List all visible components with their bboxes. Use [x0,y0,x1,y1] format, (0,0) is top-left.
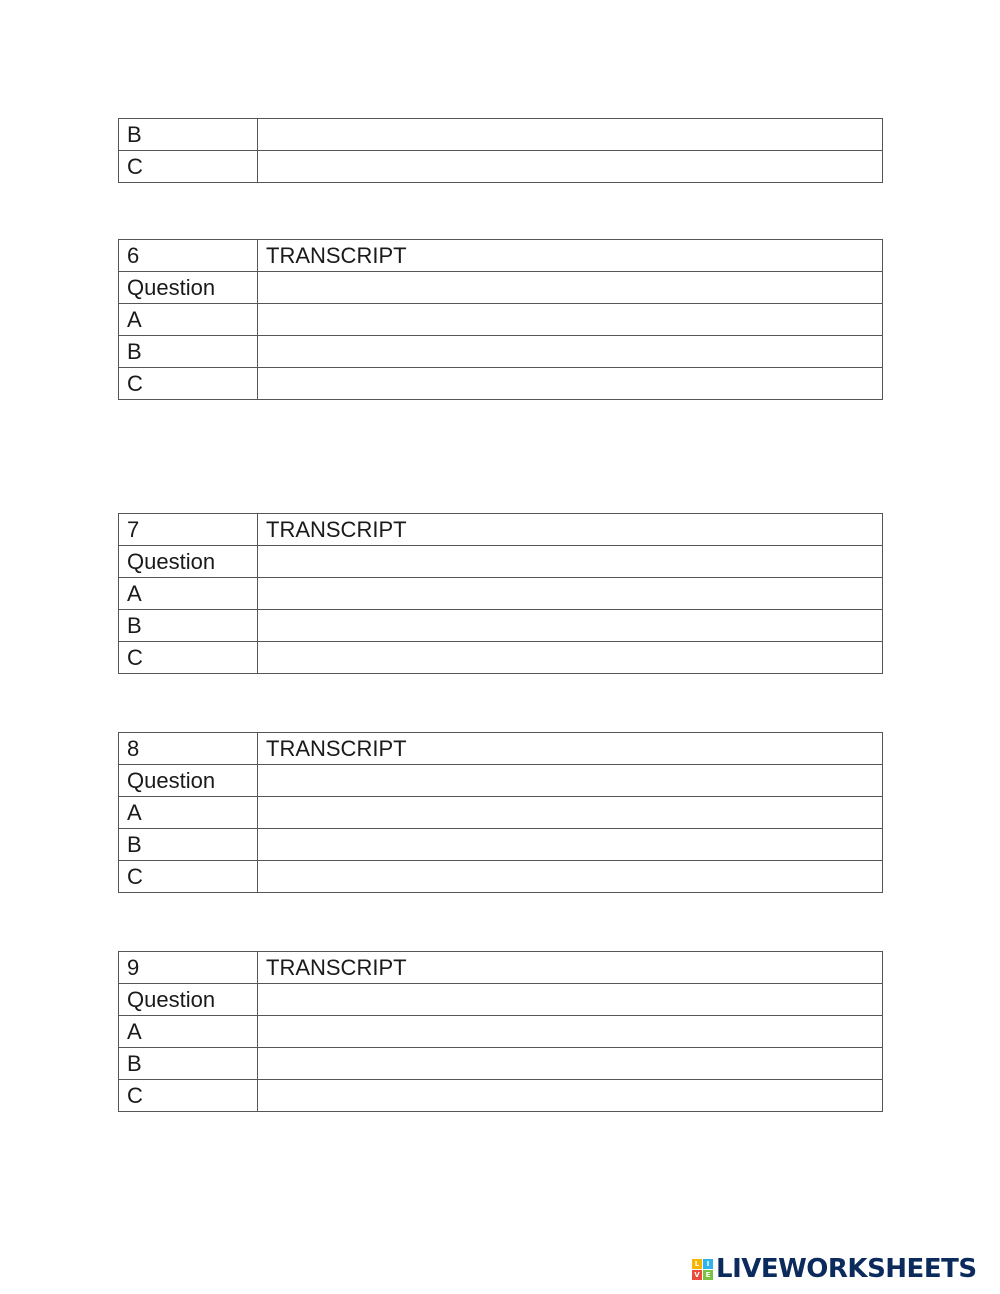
table-row [119,829,883,861]
row-label: B [119,610,258,642]
transcript-header: TRANSCRIPT [258,733,883,765]
row-label: B [119,1048,258,1080]
answer-cell[interactable] [258,797,883,829]
liveworksheets-logo [692,1256,977,1282]
table-row [119,765,883,797]
row-label: Question [119,765,258,797]
answer-cell[interactable] [258,829,883,861]
question-table-6 [118,239,883,400]
answer-cell[interactable] [258,765,883,797]
row-label: A [119,578,258,610]
table-row [119,733,883,765]
question-number: 6 [119,240,258,272]
answer-table-prev [118,118,883,183]
answer-cell[interactable] [258,1016,883,1048]
question-table-9 [118,951,883,1112]
table-row [119,984,883,1016]
transcript-header: TRANSCRIPT [258,514,883,546]
question-number: 8 [119,733,258,765]
table-row [119,514,883,546]
row-label: A [119,1016,258,1048]
row-label: A [119,304,258,336]
row-label: A [119,797,258,829]
table-row [119,1080,883,1112]
table-row [119,336,883,368]
table-row [119,578,883,610]
row-label: C [119,861,258,893]
table-row [119,546,883,578]
question-number: 7 [119,514,258,546]
table-row [119,1048,883,1080]
liveworksheets-logo-icon [692,1259,713,1280]
row-label: Question [119,984,258,1016]
table-row [119,642,883,674]
answer-cell[interactable] [258,578,883,610]
answer-cell[interactable] [258,984,883,1016]
question-number: 9 [119,952,258,984]
row-label: C [119,642,258,674]
row-label: B [119,829,258,861]
row-label: Question [119,546,258,578]
logo-wordmark: LIVEWORKSHEETS [716,1254,977,1284]
answer-cell[interactable] [258,151,883,183]
table-row [119,272,883,304]
row-label: C [119,368,258,400]
answer-cell[interactable] [258,272,883,304]
table-row [119,610,883,642]
answer-cell[interactable] [258,1080,883,1112]
transcript-header: TRANSCRIPT [258,952,883,984]
logo-mark-square: E [703,1270,713,1280]
logo-mark-square: L [692,1259,702,1269]
answer-cell[interactable] [258,642,883,674]
question-table-8 [118,732,883,893]
row-label: B [119,119,258,151]
row-label: B [119,336,258,368]
row-label: C [119,1080,258,1112]
table-row [119,952,883,984]
table-row [119,1016,883,1048]
answer-cell[interactable] [258,546,883,578]
logo-mark-square: I [703,1259,713,1269]
row-label: Question [119,272,258,304]
logo-mark-square: V [692,1270,702,1280]
answer-cell[interactable] [258,304,883,336]
transcript-header: TRANSCRIPT [258,240,883,272]
table-row [119,304,883,336]
question-table-7 [118,513,883,674]
answer-cell[interactable] [258,336,883,368]
answer-cell[interactable] [258,368,883,400]
table-row [119,797,883,829]
table-row [119,151,883,183]
table-row [119,240,883,272]
table-row [119,368,883,400]
table-row [119,861,883,893]
answer-cell[interactable] [258,1048,883,1080]
answer-cell[interactable] [258,610,883,642]
row-label: C [119,151,258,183]
answer-cell[interactable] [258,861,883,893]
answer-cell[interactable] [258,119,883,151]
table-row [119,119,883,151]
